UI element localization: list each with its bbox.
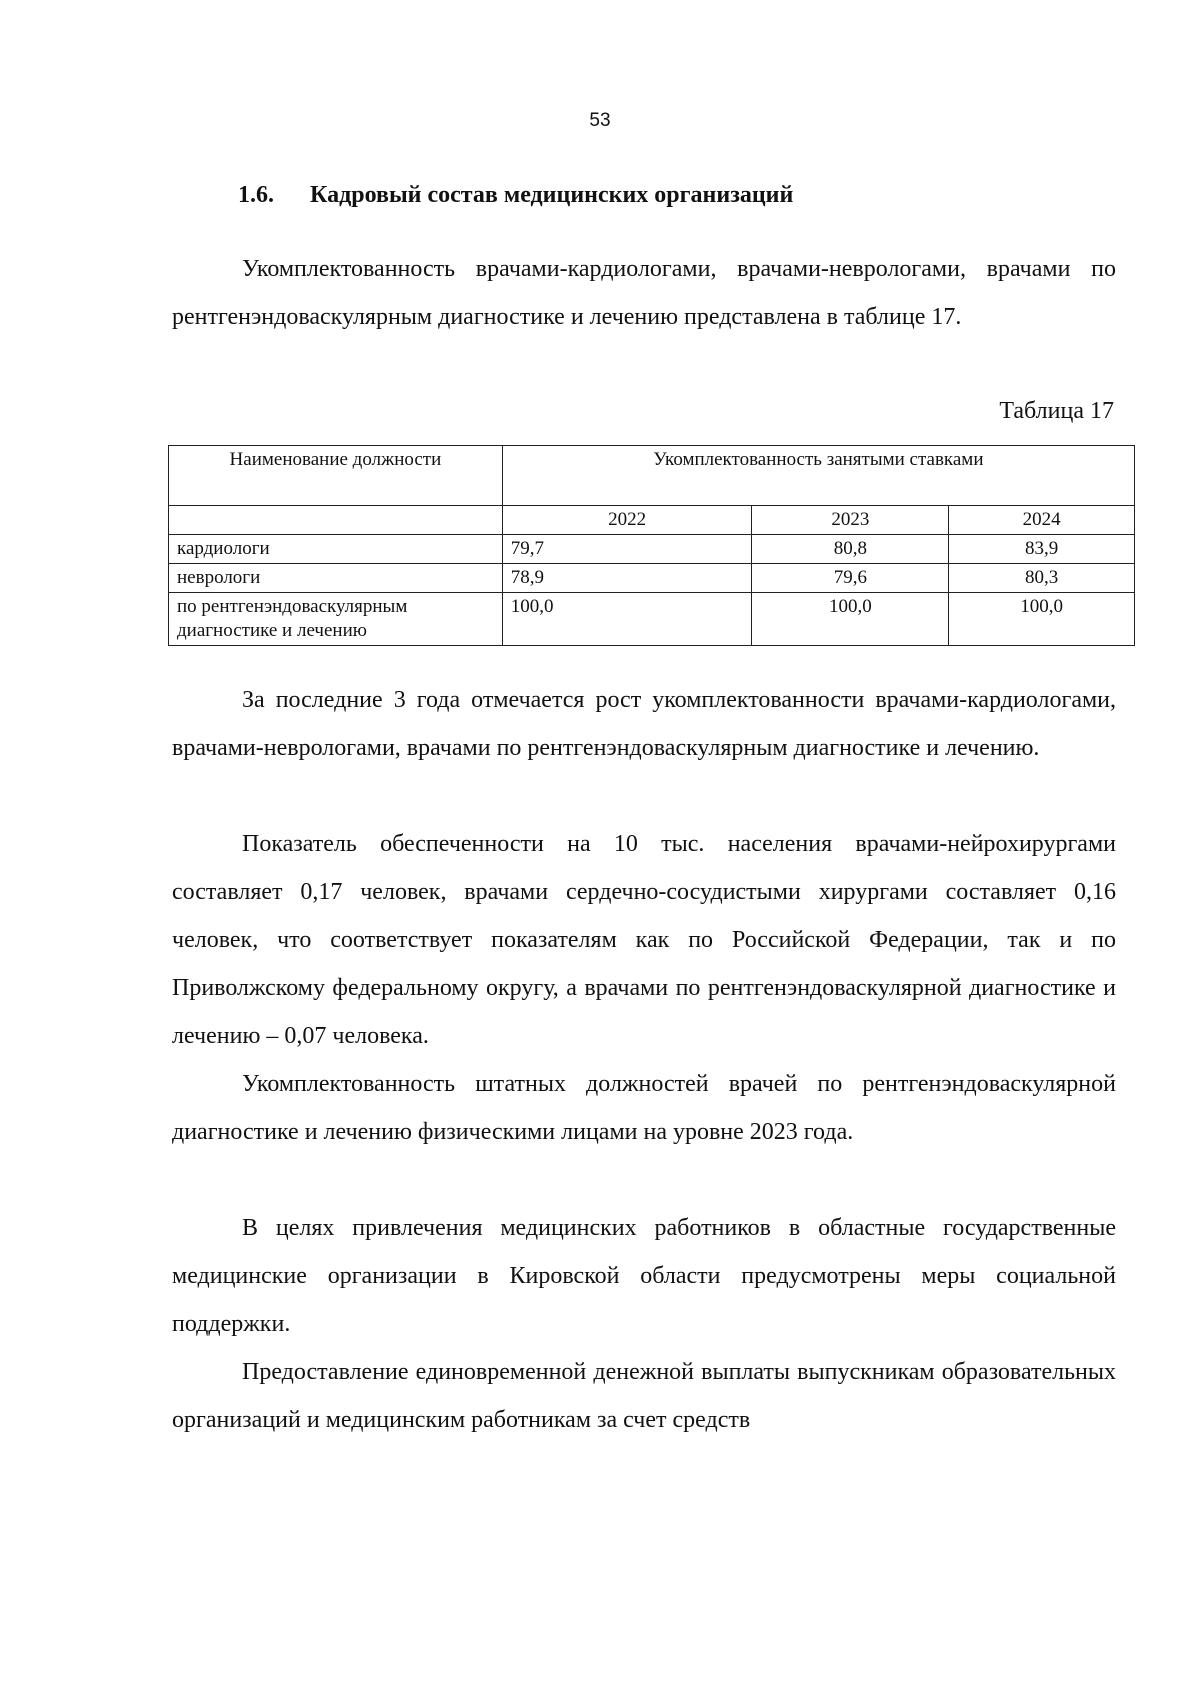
paragraph (172, 1348, 1116, 1444)
header-staffing: Укомплектованность занятыми ставками (502, 446, 1134, 506)
staffing-table (168, 445, 1135, 646)
section-heading (238, 182, 793, 209)
table-years-row (169, 506, 1135, 535)
year-cell: 2024 (949, 506, 1135, 535)
paragraph (172, 1060, 1116, 1156)
intro-text: Укомплектованность врачами-кардиологами, врачами-неврологами, врачами по рентгенэндоваскулярным диагностике и лечению представлена в таблице 17. (172, 256, 1116, 330)
value-cell: 79,7 (502, 535, 752, 564)
header-position: Наименование должности (169, 446, 503, 506)
paragraph (172, 1204, 1116, 1348)
value-cell: 80,3 (949, 564, 1135, 593)
section-title: Кадровый состав медицинских организаций (310, 182, 794, 208)
value-cell: 78,9 (502, 564, 752, 593)
table-caption: Таблица 17 (999, 398, 1114, 424)
paragraph-text: Укомплектованность штатных должностей врачей по рентгенэндоваскулярной диагностике и лечению физическими лицами на уровне 2023 года. (172, 1071, 1116, 1145)
paragraph-text: Предоставление единовременной денежной выплаты выпускникам образовательных организаций и медицинским работникам за счет средств (172, 1359, 1116, 1433)
value-cell: 100,0 (949, 593, 1135, 646)
row-name: неврологи (169, 564, 503, 593)
paragraph-text: В целях привлечения медицинских работников в областные государственные медицинские организации в Кировской области предусмотрены меры социальной поддержки. (172, 1215, 1116, 1337)
section-number: 1.6. (238, 182, 274, 208)
table-row (169, 535, 1135, 564)
row-name: по рентгенэндоваскулярным диагностике и лечению (169, 593, 503, 646)
value-cell: 100,0 (752, 593, 949, 646)
year-cell: 2023 (752, 506, 949, 535)
row-name: кардиологи (169, 535, 503, 564)
page-number: 53 (589, 110, 611, 131)
paragraph-text: За последние 3 года отмечается рост укомплектованности врачами-кардиологами, врачами-неврологами, врачами по рентгенэндоваскулярным диагностике и лечению. (172, 687, 1116, 761)
paragraph (172, 820, 1116, 1060)
value-cell: 83,9 (949, 535, 1135, 564)
table-header-row (169, 446, 1135, 506)
value-cell: 79,6 (752, 564, 949, 593)
table-row (169, 564, 1135, 593)
table-row (169, 593, 1135, 646)
paragraph (172, 676, 1116, 772)
paragraph-text: Показатель обеспеченности на 10 тыс. населения врачами-нейрохирургами составляет 0,17 человек, врачами сердечно-сосудистыми хирургами составляет 0,16 человек, что соответствует показателям как по Российской Федерации, так и по Приволжскому федеральному округу, а врачами по рентгенэндоваскулярной диагностике и лечению – 0,07 человека. (172, 831, 1116, 1049)
value-cell: 100,0 (502, 593, 752, 646)
empty-cell (169, 506, 503, 535)
intro-paragraph (172, 245, 1116, 341)
value-cell: 80,8 (752, 535, 949, 564)
year-cell: 2022 (502, 506, 752, 535)
